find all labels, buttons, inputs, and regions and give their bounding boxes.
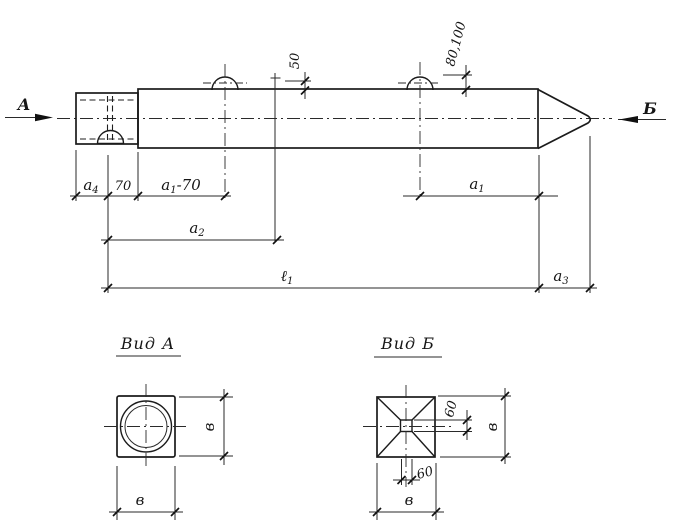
view-b-tip-width-label: 60 [415,464,436,483]
view-a [104,334,233,520]
view-b-arrow-icon [619,116,638,123]
lifting-loop-1 [203,64,247,199]
dim-a3-label: $a_3$ [553,267,569,287]
view-b-diagonal-bl [377,432,401,458]
dimension-80-100 [443,20,472,97]
view-b-width-label: в [404,491,414,509]
side-view [5,20,666,293]
pile-tip-cone [538,90,590,149]
weld-detail-hatched [98,131,124,144]
dim-70-label: 70 [114,179,132,194]
view-a-dim-height [179,389,233,465]
view-a-width-label: в [135,491,145,509]
view-b-height-label: в [483,422,501,432]
dimension-row-3 [101,267,597,292]
view-b-dim-height [438,388,511,464]
view-a-arrow-icon [35,114,53,121]
dim-a4-label: $a_4$ [83,176,99,196]
view-b-dim-tip-height [414,399,472,440]
view-b-letter: Б [643,99,657,118]
view-direction-b [618,99,666,123]
view-b-tip-height-label: 60 [442,399,461,420]
view-b-diagonal-br [412,432,435,458]
view-a-letter: А [17,95,31,114]
view-a-dim-width [109,466,183,520]
view-b [363,334,511,520]
dim-a1-label: $a_1$ [469,175,485,195]
view-b-diagonal-tl [377,397,401,420]
dimension-row-1 [70,175,558,200]
dim-a1-70-label: $a_1-70$ [161,176,201,196]
view-b-diagonal-tr [412,397,435,420]
dimension-row-2 [101,219,284,244]
view-a-height-label: в [200,422,218,432]
view-direction-a [5,95,53,121]
dim-l1-label: ℓ$_1$ [280,267,294,287]
view-a-title: Вид А [120,334,176,353]
view-b-title: Вид Б [380,334,436,353]
dimension-50 [271,53,312,99]
dim-50-label: 50 [288,52,303,70]
dim-80100-label: 80,100 [443,20,470,69]
dim-a2-label: $a_2$ [189,219,205,239]
lifting-loop-2 [398,62,441,199]
view-b-dim-tip-width [393,459,435,485]
